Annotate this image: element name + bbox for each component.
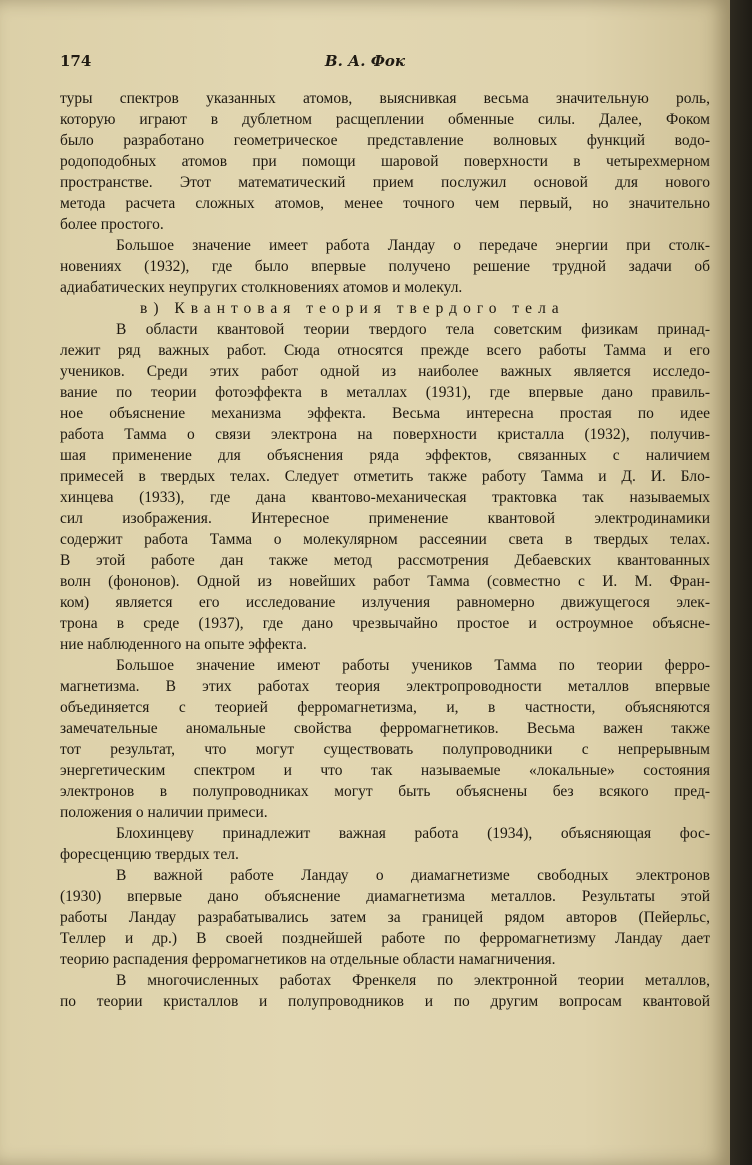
text-line: родоподобных атомов при помощи шаровой поверхности в четырехмерном [60, 153, 710, 170]
text-line: работа Тамма о связи электрона на поверхности кристалла (1932), получив- [60, 426, 710, 443]
page-header [60, 52, 670, 76]
body-text [60, 88, 710, 1012]
text-line: электронов в полупроводниках могут быть объяснены без всякого пред- [60, 783, 710, 800]
text-line: тот результат, что могут существовать полупроводники с непрерывным [60, 741, 710, 758]
text-line: которую играют в дублетном расщеплении обменные силы. Далее, Фоком [60, 111, 710, 128]
text-line: метода расчета сложных атомов, менее точного чем первый, но значительно [60, 195, 710, 212]
text-line: объединяется с теорией ферромагнетизма, и, в частности, объясняются [60, 699, 710, 716]
text-line: Теллер и др.) В своей позднейшей работе по ферромагнетизму Ландау дает [60, 930, 710, 947]
text-line: В многочисленных работах Френкеля по электронной теории металлов, [116, 972, 710, 989]
text-line: В этой работе дан также метод рассмотрения Дебаевских квантованных [60, 552, 710, 569]
text-line: теорию распадения ферромагнетиков на отдельные области намагничения. [60, 951, 556, 968]
text-line: В области квантовой теории твердого тела советским физикам принад- [116, 321, 710, 338]
text-line: ние наблюденного на опыте эффекта. [60, 636, 307, 653]
text-line: ное объяснение механизма эффекта. Весьма интересна простая по идее [60, 405, 710, 422]
text-line: (1930) впервые дано объяснение диамагнетизма металлов. Результаты этой [60, 888, 710, 905]
text-line: В важной работе Ландау о диамагнетизме свободных электронов [116, 867, 710, 884]
text-line: содержит работа Тамма о молекулярном рассеянии света в твердых телах. [60, 531, 710, 548]
book-spine-shadow [730, 0, 752, 1165]
text-line: Большое значение имеет работа Ландау о передаче энергии при столк- [116, 237, 710, 254]
text-line: ком) является его исследование излучения равномерно движущегося элек- [60, 594, 710, 611]
text-line: пространстве. Этот математический прием послужил основой для нового [60, 174, 710, 191]
text-line: Блохинцеву принадлежит важная работа (1934), объясняющая фос- [116, 825, 710, 842]
page-number: 174 [60, 52, 92, 70]
text-line: Большое значение имеют работы учеников Тамма по теории ферро- [116, 657, 710, 674]
text-line: сил изображения. Интересное применение квантовой электродинамики [60, 510, 710, 527]
text-line: работы Ландау разрабатывались затем за границей рядом авторов (Пейерльс, [60, 909, 710, 926]
text-line: положения о наличии примеси. [60, 804, 268, 821]
text-line: примесей в твердых телах. Следует отметить также работу Тамма и Д. И. Бло- [60, 468, 710, 485]
text-line: по теории кристаллов и полупроводников и по другим вопросам квантовой [60, 993, 710, 1010]
text-line: форесценцию твердых тел. [60, 846, 239, 863]
text-line: более простого. [60, 216, 164, 233]
text-line: хинцева (1933), где дана квантово-механическая трактовка так называемых [60, 489, 710, 506]
text-line: адиабатических неупругих столкновениях атомов и молекул. [60, 279, 463, 296]
text-line: замечательные аномальные свойства ферромагнетиков. Весьма важен также [60, 720, 710, 737]
text-line: трона в среде (1937), где дано чрезвычайно простое и остроумное объясне- [60, 615, 710, 632]
text-line: учеников. Среди этих работ одной из наиболее важных является исследо- [60, 363, 710, 380]
text-line: лежит ряд важных работ. Сюда относятся прежде всего работы Тамма и его [60, 342, 710, 359]
text-line: вание по теории фотоэффекта в металлах (1931), где впервые дано правиль- [60, 384, 710, 401]
text-line: туры спектров указанных атомов, выяснивкая весьма значительную роль, [60, 90, 710, 107]
text-line: магнетизма. В этих работах теория электропроводности металлов впервые [60, 678, 710, 695]
section-heading: в) Квантовая теория твердого тела [140, 300, 565, 317]
text-line: шая применение для объяснения ряда эффектов, связанных с наличием [60, 447, 710, 464]
text-line: волн (фононов). Одной из новейших работ Тамма (совместно с И. М. Фран- [60, 573, 710, 590]
text-line: новениях (1932), где было впервые получено решение трудной задачи об [60, 258, 710, 275]
text-line: было разработано геометрическое представление волновых функций водо- [60, 132, 710, 149]
running-head: В. А. Фок [324, 52, 406, 70]
text-line: энергетическим спектром и что так называемые «локальные» состояния [60, 762, 710, 779]
